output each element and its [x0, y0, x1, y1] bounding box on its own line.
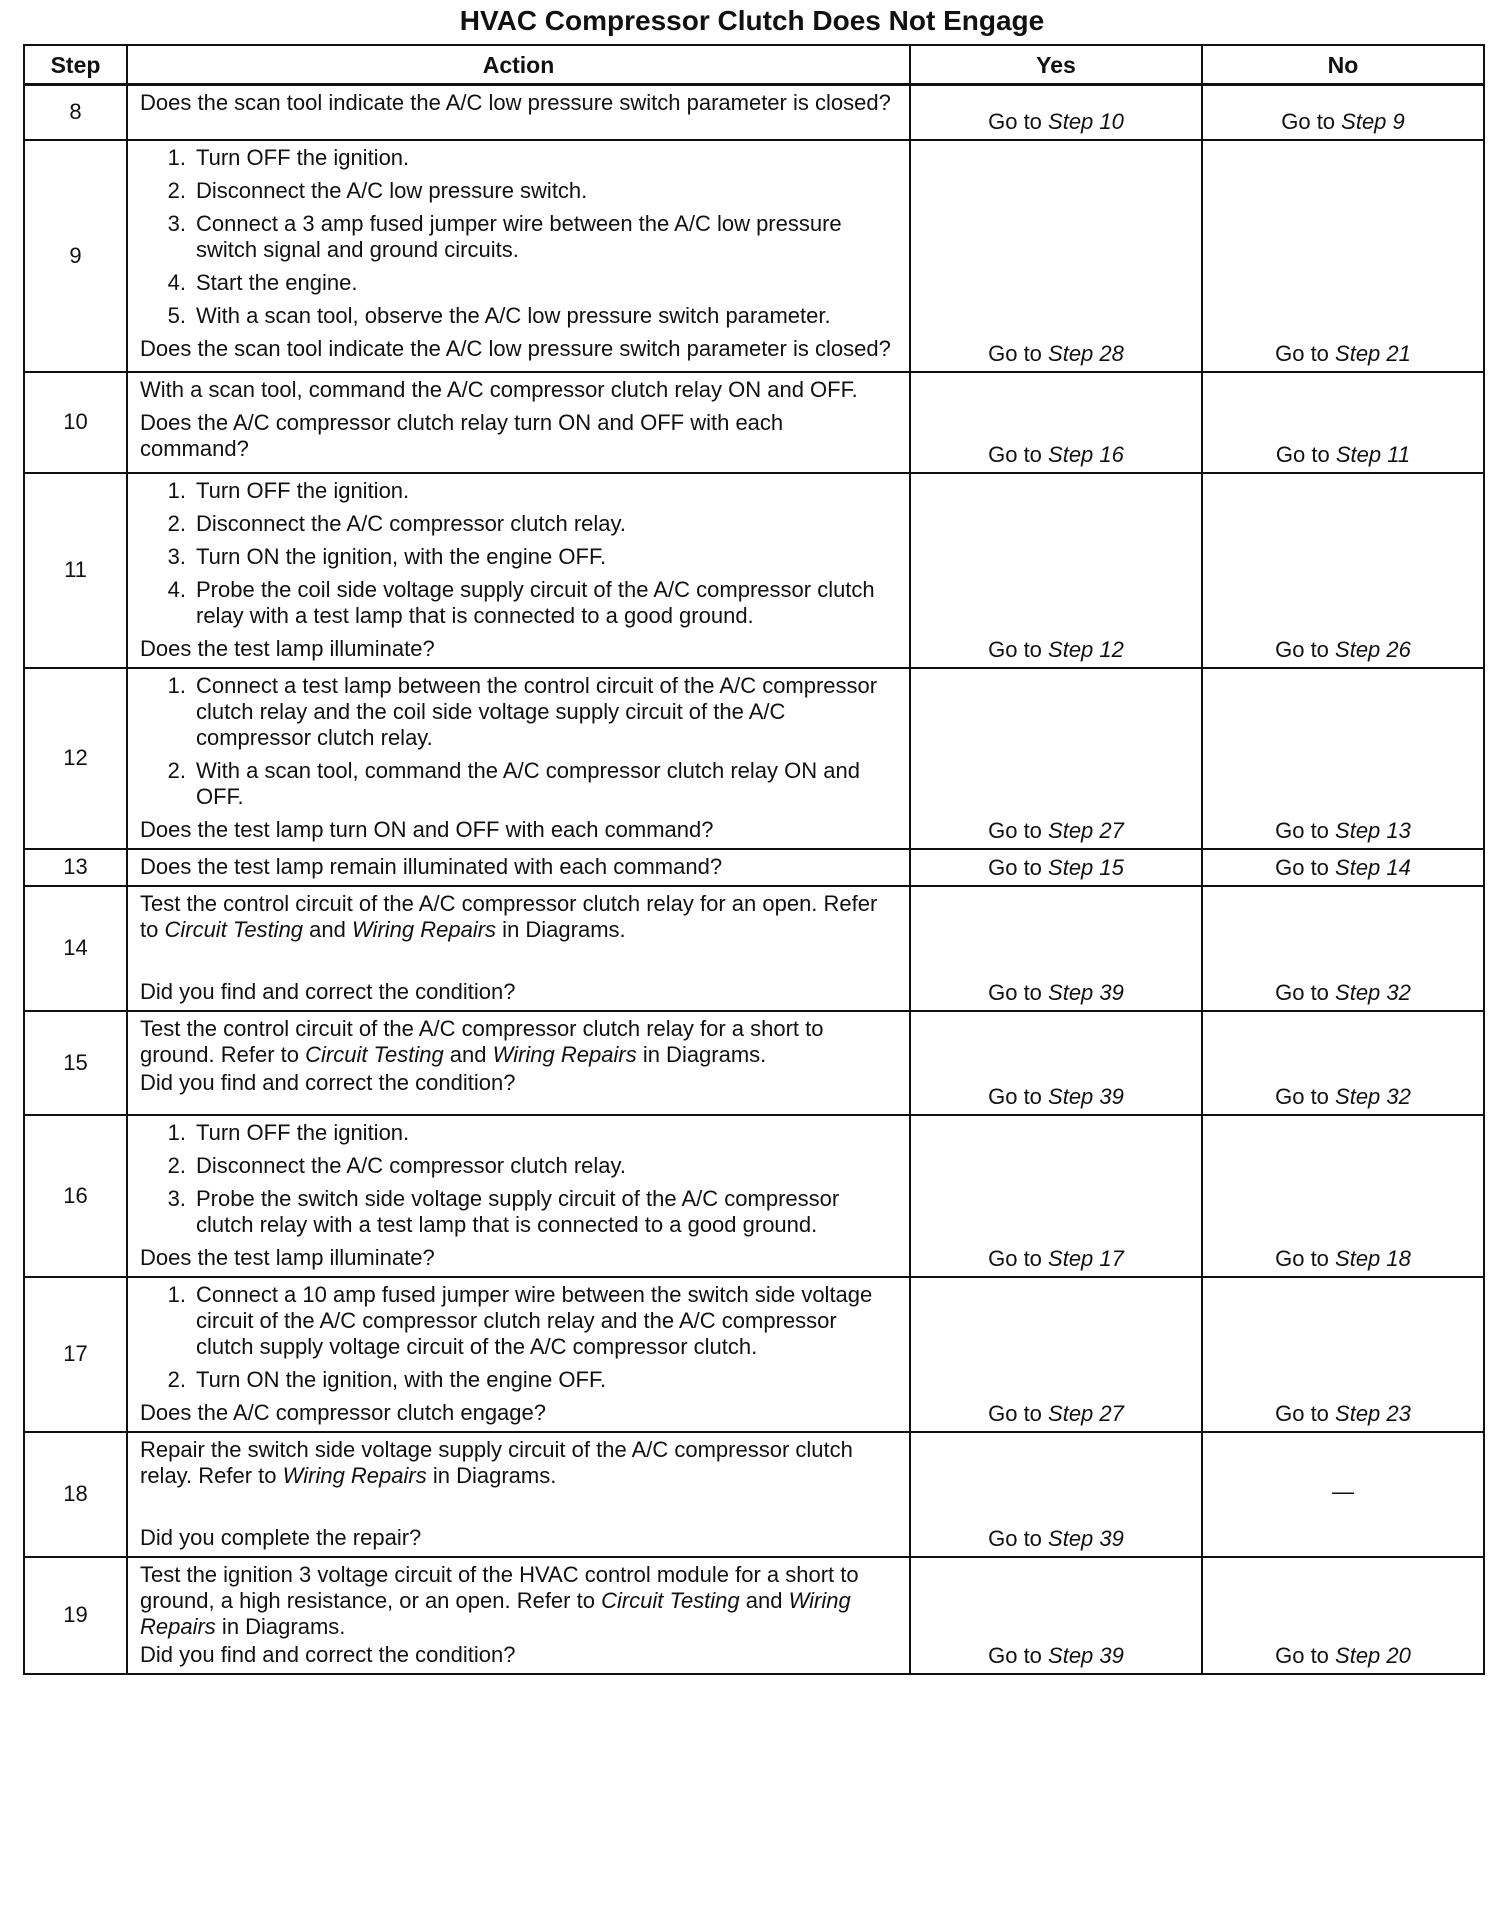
table-row	[24, 849, 1484, 886]
step-number: 8	[24, 85, 127, 140]
action-step-item: 3. Probe the switch side voltage supply circuit of the A/C compressor clutch relay with a test lamp that is connected to a good ground.	[140, 1186, 897, 1238]
step-number: 11	[24, 473, 127, 668]
yes-target-step: Step 39	[1048, 1083, 1124, 1109]
action-instruction	[140, 891, 897, 943]
action-step-text: Turn ON the ignition, with the engine OFF.	[196, 543, 607, 569]
no-target-step: Step 32	[1335, 979, 1411, 1005]
instruction-text: and	[739, 1587, 789, 1613]
no-target-step: Step 9	[1341, 108, 1405, 134]
no-result	[1202, 372, 1484, 473]
dash-mark: —	[1332, 1479, 1354, 1504]
yes-result	[910, 1277, 1202, 1432]
action-step-text: Connect a 10 amp fused jumper wire between the switch side voltage circuit of the A/C compressor clutch relay and the A/C compressor clutch supply voltage circuit of the A/C compressor clutch.	[196, 1281, 873, 1359]
goto-label: Go to	[988, 1083, 1049, 1109]
yes-result	[910, 1011, 1202, 1115]
page-title: HVAC Compressor Clutch Does Not Engage	[459, 5, 1045, 36]
step-number: 12	[24, 668, 127, 849]
step-number: 13	[24, 849, 127, 886]
action-instruction	[140, 1016, 897, 1068]
no-target-step: Step 32	[1335, 1083, 1411, 1109]
action-step-text: Disconnect the A/C compressor clutch relay.	[196, 1152, 626, 1178]
instruction-text: and	[443, 1041, 493, 1067]
action-step-text: With a scan tool, command the A/C compressor clutch relay ON and OFF.	[196, 757, 860, 809]
action-step-text: Start the engine.	[196, 269, 358, 295]
action-step-item: 2. With a scan tool, command the A/C compressor clutch relay ON and OFF.	[140, 758, 897, 810]
instruction-text: Test the control circuit of the A/C compressor clutch relay for an open. Refer to	[140, 890, 878, 942]
instruction-text: Test the control circuit of the A/C compressor clutch relay for a short to ground. Refer to	[140, 1015, 824, 1067]
yes-result	[910, 1115, 1202, 1277]
no-result	[1202, 1432, 1484, 1557]
table-row	[24, 668, 1484, 849]
step-number: 10	[24, 372, 127, 473]
yes-target-step: Step 28	[1048, 340, 1124, 366]
action-step-item: 4. Probe the coil side voltage supply circuit of the A/C compressor clutch relay with a test lamp that is connected to a good ground.	[140, 577, 897, 629]
action-step-item: 5. With a scan tool, observe the A/C low pressure switch parameter.	[140, 303, 897, 329]
action-instruction	[140, 1437, 897, 1489]
action-steps	[140, 478, 897, 629]
table-row	[24, 1432, 1484, 1557]
yes-result	[910, 668, 1202, 849]
action-question: Does the A/C compressor clutch relay turn ON and OFF with each command?	[140, 409, 784, 461]
yes-result	[910, 473, 1202, 668]
action-step-text: Turn OFF the ignition.	[196, 144, 410, 170]
yes-result	[910, 85, 1202, 140]
step-number: 18	[24, 1432, 127, 1557]
table-row	[24, 1557, 1484, 1674]
action-step-text: Turn OFF the ignition.	[196, 1119, 410, 1145]
yes-target-step: Step 27	[1048, 1400, 1124, 1426]
action-step-text: Turn ON the ignition, with the engine OFF.	[196, 1366, 607, 1392]
goto-label: Go to	[1275, 1400, 1336, 1426]
table-row	[24, 473, 1484, 668]
action-step-text: Probe the coil side voltage supply circuit of the A/C compressor clutch relay with a test lamp that is connected to a good ground.	[196, 576, 875, 628]
step-number: 19	[24, 1557, 127, 1674]
yes-target-step: Step 10	[1048, 108, 1124, 134]
no-result	[1202, 668, 1484, 849]
action-question: Does the test lamp remain illuminated with each command?	[140, 853, 723, 879]
action-cell	[127, 668, 910, 849]
action-step-text: Disconnect the A/C low pressure switch.	[196, 177, 588, 203]
goto-label: Go to	[1275, 1245, 1336, 1271]
action-question: Did you find and correct the condition?	[140, 978, 516, 1004]
spacer	[140, 945, 897, 979]
action-cell	[127, 85, 910, 140]
action-steps	[140, 1282, 897, 1393]
no-column-header: No	[1202, 45, 1484, 85]
reference-link-text: Circuit Testing	[305, 1041, 444, 1067]
instruction-text: Test the ignition 3 voltage circuit of the HVAC control module for a short to ground, a high resistance, or an open. Refer to	[140, 1561, 859, 1613]
table-header-row	[24, 45, 1484, 85]
goto-label: Go to	[988, 108, 1049, 134]
instruction-text: and	[303, 916, 352, 942]
yes-result	[910, 1557, 1202, 1674]
no-target-step: Step 26	[1335, 636, 1411, 662]
goto-label: Go to	[988, 1642, 1049, 1668]
action-question: Does the A/C compressor clutch engage?	[140, 1399, 547, 1425]
goto-label: Go to	[1275, 854, 1336, 880]
action-cell	[127, 849, 910, 886]
action-step-text: With a scan tool, observe the A/C low pressure switch parameter.	[196, 302, 831, 328]
action-step-item: 2. Disconnect the A/C compressor clutch relay.	[140, 1153, 897, 1179]
yes-target-step: Step 16	[1048, 441, 1124, 467]
action-cell	[127, 1432, 910, 1557]
table-row	[24, 886, 1484, 1011]
action-cell	[127, 372, 910, 473]
action-question: Does the test lamp illuminate?	[140, 635, 435, 661]
action-cell	[127, 473, 910, 668]
yes-target-step: Step 39	[1048, 1642, 1124, 1668]
yes-column-header: Yes	[910, 45, 1202, 85]
goto-label: Go to	[988, 854, 1049, 880]
no-target-step: Step 18	[1335, 1245, 1411, 1271]
action-cell	[127, 886, 910, 1011]
action-question: Does the test lamp illuminate?	[140, 1244, 435, 1270]
action-step-item: 1. Turn OFF the ignition.	[140, 478, 897, 504]
goto-label: Go to	[1275, 441, 1336, 467]
action-step-item: 1. Turn OFF the ignition.	[140, 145, 897, 171]
instruction-text: in Diagrams.	[426, 1462, 557, 1488]
action-question: Does the scan tool indicate the A/C low pressure switch parameter is closed?	[140, 90, 891, 115]
action-step-text: Disconnect the A/C compressor clutch relay.	[196, 510, 626, 536]
action-step-item: 3. Turn ON the ignition, with the engine OFF.	[140, 544, 897, 570]
step-number: 9	[24, 140, 127, 372]
action-instruction: With a scan tool, command the A/C compressor clutch relay ON and OFF.	[140, 376, 858, 402]
instruction-text: Repair the switch side voltage supply circuit of the A/C compressor clutch relay. Refer to	[140, 1436, 853, 1488]
goto-label: Go to	[988, 817, 1049, 843]
no-target-step: Step 13	[1335, 817, 1411, 843]
action-step-item: 4. Start the engine.	[140, 270, 897, 296]
action-cell	[127, 140, 910, 372]
goto-label: Go to	[1275, 636, 1336, 662]
action-question: Does the test lamp turn ON and OFF with each command?	[140, 816, 714, 842]
instruction-text: in Diagrams.	[215, 1613, 346, 1639]
reference-link-text: Wiring Repairs	[282, 1462, 427, 1488]
yes-target-step: Step 39	[1048, 979, 1124, 1005]
yes-result	[910, 886, 1202, 1011]
no-result	[1202, 140, 1484, 372]
yes-result	[910, 1432, 1202, 1557]
yes-target-step: Step 27	[1048, 817, 1124, 843]
action-steps	[140, 145, 897, 329]
goto-label: Go to	[988, 1525, 1049, 1551]
goto-label: Go to	[1275, 340, 1336, 366]
no-result	[1202, 473, 1484, 668]
no-target-step: Step 23	[1335, 1400, 1411, 1426]
goto-label: Go to	[988, 636, 1049, 662]
reference-link-text: Wiring Repairs	[140, 1587, 851, 1639]
no-target-step: Step 20	[1335, 1642, 1411, 1668]
yes-target-step: Step 17	[1048, 1245, 1124, 1271]
action-cell	[127, 1011, 910, 1115]
no-result	[1202, 1277, 1484, 1432]
goto-label: Go to	[988, 340, 1049, 366]
instruction-text: in Diagrams.	[496, 916, 626, 942]
action-question: Did you complete the repair?	[140, 1524, 422, 1550]
goto-label: Go to	[1275, 817, 1336, 843]
table-row	[24, 1277, 1484, 1432]
action-step-item: 2. Disconnect the A/C low pressure switch.	[140, 178, 897, 204]
no-target-step: Step 11	[1335, 441, 1411, 467]
goto-label: Go to	[988, 979, 1049, 1005]
instruction-text: in Diagrams.	[636, 1041, 767, 1067]
step-number: 14	[24, 886, 127, 1011]
table-row	[24, 1011, 1484, 1115]
table-row	[24, 140, 1484, 372]
spacer	[140, 1491, 897, 1525]
goto-label: Go to	[1275, 979, 1336, 1005]
action-column-header: Action	[127, 45, 910, 85]
reference-link-text: Circuit Testing	[164, 916, 304, 942]
reference-link-text: Wiring Repairs	[351, 916, 497, 942]
no-result	[1202, 85, 1484, 140]
action-step-item: 2. Turn ON the ignition, with the engine OFF.	[140, 1367, 897, 1393]
yes-target-step: Step 15	[1048, 854, 1124, 880]
action-step-text: Connect a 3 amp fused jumper wire between the A/C low pressure switch signal and ground circuits.	[196, 210, 842, 262]
table-row	[24, 1115, 1484, 1277]
no-target-step: Step 14	[1335, 854, 1411, 880]
action-step-item: 1. Connect a 10 amp fused jumper wire between the switch side voltage circuit of the A/C compressor clutch relay and the A/C compressor clutch supply voltage circuit of the A/C compressor clutch.	[140, 1282, 897, 1360]
step-number: 17	[24, 1277, 127, 1432]
action-cell	[127, 1115, 910, 1277]
action-question: Does the scan tool indicate the A/C low pressure switch parameter is closed?	[140, 335, 891, 361]
yes-target-step: Step 39	[1048, 1525, 1124, 1551]
no-result	[1202, 1011, 1484, 1115]
table-row	[24, 372, 1484, 473]
yes-result	[910, 849, 1202, 886]
no-result	[1202, 849, 1484, 886]
goto-label: Go to	[1275, 1642, 1336, 1668]
no-target-step: Step 21	[1335, 340, 1411, 366]
action-step-text: Turn OFF the ignition.	[196, 477, 410, 503]
reference-link-text: Circuit Testing	[601, 1587, 740, 1613]
yes-target-step: Step 12	[1048, 636, 1124, 662]
action-step-item: 1. Connect a test lamp between the control circuit of the A/C compressor clutch relay and the coil side voltage supply circuit of the A/C compressor clutch relay.	[140, 673, 897, 751]
yes-result	[910, 140, 1202, 372]
action-question: Did you find and correct the condition?	[140, 1641, 516, 1667]
action-cell	[127, 1277, 910, 1432]
action-step-item: 3. Connect a 3 amp fused jumper wire between the A/C low pressure switch signal and ground circuits.	[140, 211, 897, 263]
reference-link-text: Wiring Repairs	[492, 1041, 637, 1067]
yes-result	[910, 372, 1202, 473]
no-result	[1202, 1557, 1484, 1674]
step-column-header: Step	[24, 45, 127, 85]
goto-label: Go to	[988, 441, 1049, 467]
no-result	[1202, 886, 1484, 1011]
goto-label: Go to	[988, 1245, 1049, 1271]
action-cell	[127, 1557, 910, 1674]
no-result	[1202, 1115, 1484, 1277]
action-steps	[140, 1120, 897, 1238]
table-row	[24, 85, 1484, 140]
action-step-item: 1. Turn OFF the ignition.	[140, 1120, 897, 1146]
step-number: 15	[24, 1011, 127, 1115]
action-step-item: 2. Disconnect the A/C compressor clutch relay.	[140, 511, 897, 537]
step-number: 16	[24, 1115, 127, 1277]
goto-label: Go to	[1281, 108, 1342, 134]
goto-label: Go to	[1275, 1083, 1336, 1109]
action-steps	[140, 673, 897, 810]
action-step-text: Probe the switch side voltage supply circuit of the A/C compressor clutch relay with a test lamp that is connected to a good ground.	[196, 1185, 840, 1237]
action-instruction	[140, 1562, 897, 1640]
diagnostic-table	[23, 44, 1485, 1675]
action-step-text: Connect a test lamp between the control circuit of the A/C compressor clutch relay and the coil side voltage supply circuit of the A/C compressor clutch relay.	[196, 672, 878, 750]
goto-label: Go to	[988, 1400, 1049, 1426]
action-question: Did you find and correct the condition?	[140, 1069, 516, 1095]
